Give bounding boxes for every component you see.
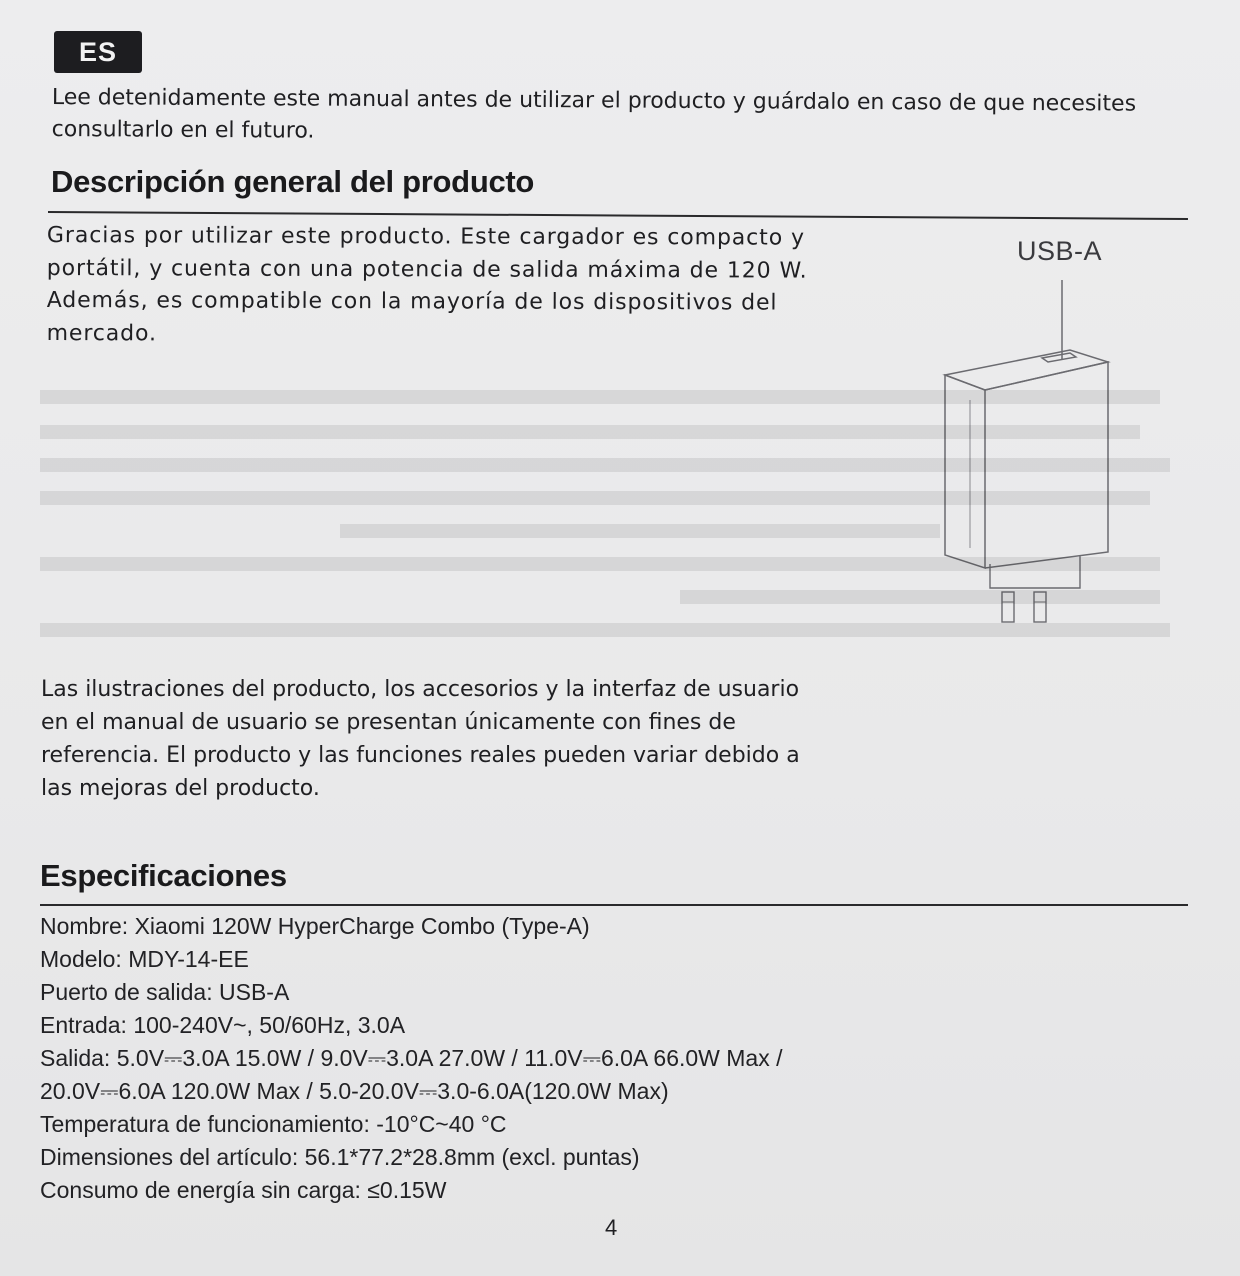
spec-row: Entrada: 100-240V~, 50/60Hz, 3.0A <box>40 1012 406 1038</box>
spec-row: Nombre: Xiaomi 120W HyperCharge Combo (Type-A) <box>40 913 590 939</box>
overview-paragraph <box>47 220 847 353</box>
overview-line: Gracias por utilizar este producto. Este cargador es compacto y <box>46 222 805 251</box>
intro-paragraph <box>52 82 1202 153</box>
disclaimer-line: en el manual de usuario se presentan únicamente con fines de <box>41 710 736 735</box>
disclaimer-line: referencia. El producto y las funciones reales pueden variar debido a <box>41 743 800 768</box>
specs-list <box>40 910 1140 1207</box>
page-number: 4 <box>605 1215 618 1240</box>
charger-outline-icon <box>930 230 1130 650</box>
intro-line: Lee detenidamente este manual antes de utilizar el producto y guárdalo en caso de que necesites <box>51 84 1137 117</box>
specs-divider <box>40 904 1188 906</box>
spec-row: 20.0V⎓6.0A 120.0W Max / 5.0-20.0V⎓3.0-6.0A(120.0W Max) <box>40 1078 669 1104</box>
spec-row: Consumo de energía sin carga: ≤0.15W <box>40 1177 447 1203</box>
overview-line: Además, es compatible con la mayoría de los dispositivos del <box>46 287 778 316</box>
overview-line: portátil, y cuenta con una potencia de salida máxima de 120 W. <box>46 255 808 284</box>
spec-row: Salida: 5.0V⎓3.0A 15.0W / 9.0V⎓3.0A 27.0W / 11.0V⎓6.0A 66.0W Max / <box>40 1045 783 1071</box>
specs-heading: Especificaciones <box>40 858 287 893</box>
spec-row: Puerto de salida: USB-A <box>40 979 290 1005</box>
usb-port-label: USB-A <box>1017 236 1103 266</box>
overview-line: mercado. <box>46 320 157 346</box>
spec-row: Temperatura de funcionamiento: -10°C~40 °C <box>40 1111 507 1137</box>
overview-divider <box>48 211 1188 220</box>
intro-line: consultarlo en el futuro. <box>51 116 315 144</box>
spec-row: Modelo: MDY-14-EE <box>40 946 249 972</box>
disclaimer-line: Las ilustraciones del producto, los accesorios y la interfaz de usuario <box>41 677 800 702</box>
spec-row: Dimensiones del artículo: 56.1*77.2*28.8mm (excl. puntas) <box>40 1144 640 1170</box>
language-badge: ES <box>54 31 142 73</box>
disclaimer-paragraph <box>41 673 841 805</box>
overview-heading: Descripción general del producto <box>51 164 535 199</box>
disclaimer-line: las mejoras del producto. <box>41 776 320 801</box>
